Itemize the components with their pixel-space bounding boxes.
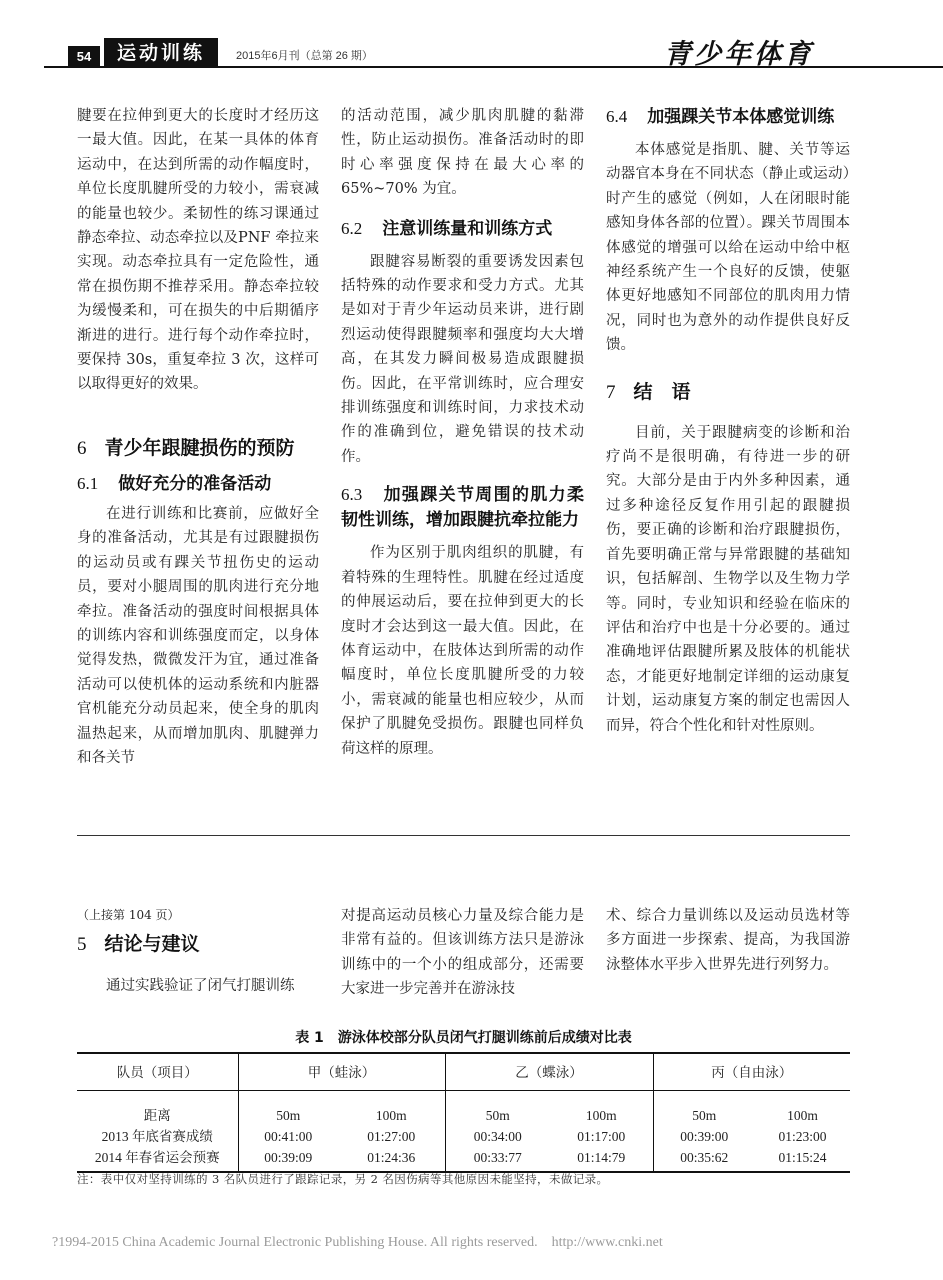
table-cell: 50m [653, 1091, 755, 1127]
paragraph: 目前，关于跟腱病变的诊断和治疗尚不是很明确，有待进一步的研究。大部分是由于内外多种因素，通过多种途径反复作用引起的跟腱损伤，要正确的诊断和治疗跟腱损伤，首先要明确正常与异常跟腱的基础知识，包括解剖、生物学以及生物力学等。同时，专业知识和经验在临床的评估和治疗中也是十分必要的。通过准确地评估跟腱所累及肢体的机能状态，才能更好地制定详细的运动康复计划，运动康复方案的制定也需因人而异，符合个性化和针对性原则。 [606, 424, 850, 734]
heading-6-4: 6.4 加强踝关节本体感觉训练 [606, 107, 835, 127]
table-caption: 表 1 游泳体校部分队员闭气打腿训练前后成绩对比表 [295, 1030, 632, 1046]
bottom-column-3 [606, 904, 850, 977]
issue-info: 2015年6月刊（总第 26 期） [236, 50, 373, 62]
table-cell: 00:39:00 [653, 1126, 755, 1147]
table-cell: 距离 [143, 1108, 171, 1123]
continued-note: （上接第 104 页） [77, 908, 180, 922]
paragraph: 跟腱容易断裂的重要诱发因素包括特殊的动作要求和受力方式。尤其是如对于青少年运动员来讲，进行剧烈运动使得跟腱频率和强度均大大增高，在其发力瞬间极易造成跟腱损伤。因此，在平常训练时，应合理安排训练强度和训练时间，力求技术动作的准确到位，避免错误的技术动作。 [341, 253, 584, 465]
heading-6-2: 6.2 注意训练量和训练方式 [341, 218, 553, 239]
table-cell: 01:14:79 [550, 1147, 653, 1172]
table-cell: 100m [375, 1108, 407, 1123]
paragraph: 腱要在拉伸到更大的长度时才经历这一最大值。因此，在某一具体的体育运动中，在达到所需的动作幅度时，单位长度肌腱所受的力较小，需衰减的能量也较少。柔韧性的练习课通过静态牵拉、动态牵拉以及PNF 牵拉来实现。动态牵拉具有一定危险性，通常在损伤期不推荐采用。静态牵拉较为缓慢柔和，可在损失的中后期循序渐进的进行。进行每个动作牵拉时，要保持 30s，重复牵拉 3 次，这样可以取得更好的效果。 [77, 108, 319, 393]
table-cell: 00:33:77 [445, 1147, 550, 1172]
table-note: 注：表中仅对坚持训练的 3 名队员进行了跟踪记录，另 2 名因伤病等其他原因未能坚持，未做记录。 [77, 1172, 609, 1186]
table-cell: 2014 年春省运会预赛 [77, 1147, 238, 1172]
column-2 [341, 104, 584, 761]
copyright-footer: ?1994-2015 China Academic Journal Electronic Publishing House. All rights reserved. http://www.cnki.net [52, 1235, 663, 1250]
heading-6-1: 6.1 做好充分的准备活动 [77, 473, 272, 494]
bottom-column-2 [341, 904, 584, 1002]
table-cell: 50m [238, 1091, 338, 1127]
table-row [77, 1091, 850, 1127]
heading-5: 5 结论与建议 [77, 933, 200, 955]
table-cell: 01:15:24 [755, 1147, 850, 1172]
paragraph: 术、综合力量训练以及运动员选材等多方面进一步探索、提高，为我国游泳整体水平步入世界先进行列努力。 [606, 908, 850, 973]
table-cell: 2013 年底省赛成绩 [101, 1129, 213, 1144]
results-table [77, 1052, 850, 1173]
table-cell: 01:24:36 [338, 1147, 445, 1172]
bottom-column-1 [77, 974, 319, 998]
table-cell: 01:23:00 [778, 1129, 827, 1144]
table-header-cell: 乙（蝶泳） [445, 1053, 653, 1091]
section-divider [77, 835, 850, 836]
journal-logo: 青少年体育 [664, 39, 814, 70]
table-row [77, 1126, 850, 1147]
table-cell: 00:41:00 [238, 1126, 338, 1147]
table-cell: 100m [787, 1108, 818, 1123]
table-header-row [77, 1053, 850, 1091]
table-cell: 01:17:00 [577, 1129, 626, 1144]
table-row [77, 1147, 850, 1172]
table-cell: 100m [585, 1108, 617, 1123]
paragraph: 对提高运动员核心力量及综合能力是非常有益的。但该训练方法只是游泳训练中的一个小的组成部分，还需要大家进一步完善并在游泳技 [341, 908, 584, 998]
table-cell: 01:27:00 [367, 1129, 416, 1144]
table-header-cell: 丙（自由泳） [653, 1053, 850, 1091]
table-cell: 00:34:00 [445, 1126, 550, 1147]
table-cell: 00:35:62 [653, 1147, 755, 1172]
section-title: 运动训练 [104, 38, 218, 68]
paragraph: 作为区别于肌肉组织的肌腱，有着特殊的生理特性。肌腱在经过适度的伸展运动后，要在拉伸到更大的长度时才会达到这一最大值。因此，在体育运动中，在肢体达到所需的动作幅度时，单位长度肌腱所受的力较小，需衰减的能量也相应较少，从而保护了肌腱免受损伤。跟腱也同样负荷这样的原理。 [341, 545, 584, 757]
table-cell: 50m [445, 1091, 550, 1127]
page-number: 54 [68, 46, 100, 68]
paragraph: 本体感觉是指肌、腱、关节等运动器官本身在不同状态（静止或运动）时产生的感觉（例如，人在闭眼时能感知身体各部的位置）。踝关节周围本体感觉的增强可以给在运动中给中枢神经系统产生一个良好的反馈，使躯体更好地感知不同部位的肌肉用力情况，同时也为意外的动作提供良好反馈。 [606, 142, 850, 354]
table-header-cell: 甲（蛙泳） [238, 1053, 445, 1091]
paragraph: 的活动范围，减少肌肉肌腱的黏滞性，防止运动损伤。准备活动时的即时心率强度保持在最大心率的65%~70% 为宜。 [341, 108, 584, 198]
column-1 [77, 104, 319, 770]
table-header-cell: 队员（项目） [77, 1053, 238, 1091]
heading-6-3: 6.3 加强踝关节周围的肌力柔韧性训练，增加跟腱抗牵拉能力 [341, 485, 584, 531]
paragraph: 在进行训练和比赛前，应做好全身的准备活动，尤其是有过跟腱损伤的运动员或有踝关节扭伤史的运动员，要对小腿周围的肌肉进行充分地牵拉。准备活动的强度时间根据具体的训练内容和训练强度而定，以身体觉得发热，微微发汗为宜，通过准备活动可以使机体的运动系统和内脏器官机能充分动员起来，使全身的肌肉温热起来，从而增加肌肉、肌腱弹力和各关节 [77, 505, 319, 766]
paragraph: 通过实践验证了闭气打腿训练 [106, 978, 295, 994]
heading-6: 6 青少年跟腱损伤的预防 [77, 436, 295, 459]
heading-7: 7 结 语 [606, 380, 691, 403]
column-3 [606, 104, 850, 738]
table-cell: 00:39:09 [238, 1147, 338, 1172]
